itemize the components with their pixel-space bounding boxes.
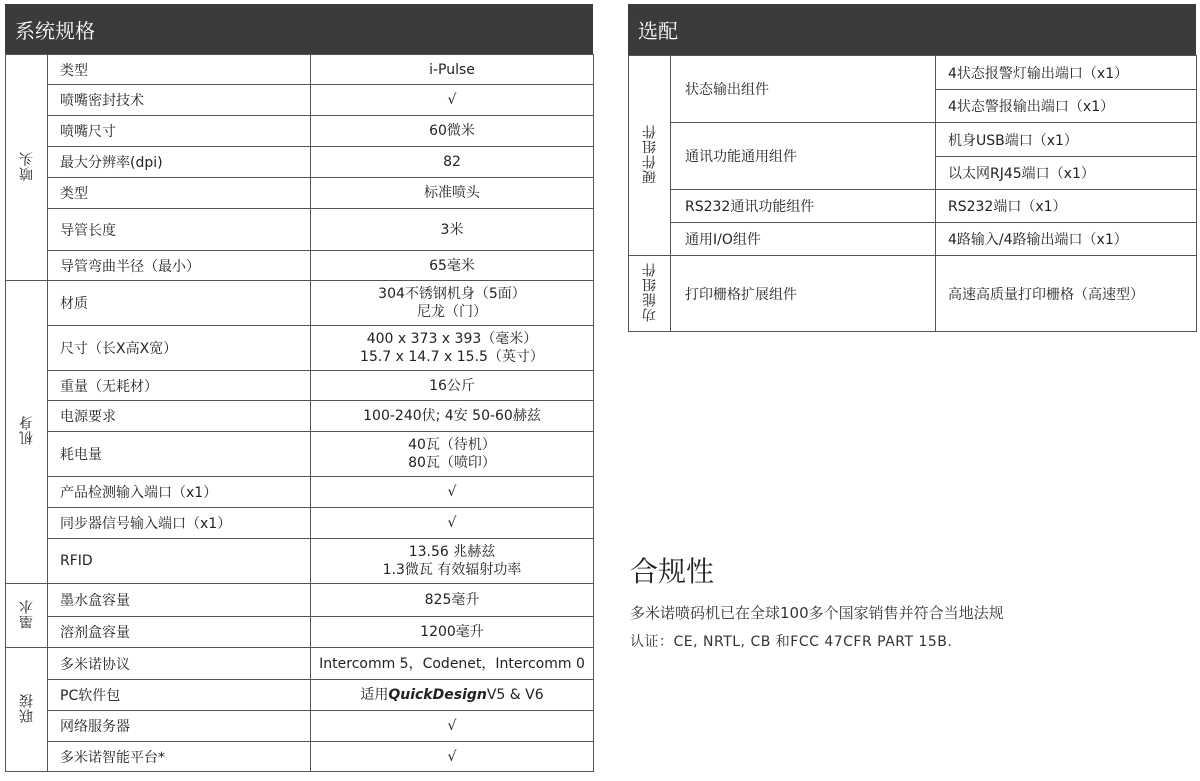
option-value: 4状态警报输出端口（x1） <box>936 90 1197 123</box>
group-nozzle: 喷头 <box>6 55 48 281</box>
compliance-certifications: 认证：CE, NRTL, CB 和FCC 47CFR PART 15B. <box>630 634 953 650</box>
table-row <box>6 584 594 617</box>
row-label: 耗电量 <box>48 432 311 477</box>
row-value: 100-240伏; 4安 50-60赫兹 <box>311 401 594 432</box>
row-label: 喷嘴尺寸 <box>48 116 311 147</box>
check-mark: √ <box>311 85 594 116</box>
row-value: 65毫米 <box>311 251 594 281</box>
group-function: 功能组件 <box>629 256 671 332</box>
row-value: 标准喷头 <box>311 178 594 209</box>
table-row <box>6 680 594 711</box>
compliance-section <box>630 550 1190 651</box>
row-label: 多米诺智能平台* <box>48 742 311 772</box>
table-row <box>6 251 594 281</box>
table-row <box>6 209 594 251</box>
table-row <box>6 178 594 209</box>
option-value: 机身USB端口（x1） <box>936 123 1197 157</box>
table-row <box>629 190 1197 223</box>
row-label: 尺寸（长X高X宽） <box>48 326 311 371</box>
check-mark: √ <box>311 508 594 539</box>
row-label: 类型 <box>48 55 311 85</box>
row-label: 溶剂盒容量 <box>48 617 311 648</box>
row-label: 打印栅格扩展组件 <box>671 256 936 332</box>
table-row <box>6 742 594 772</box>
group-ink: 墨水 <box>6 584 48 648</box>
row-label: 产品检测输入端口（x1） <box>48 477 311 508</box>
row-label: 导管弯曲半径（最小） <box>48 251 311 281</box>
options-table <box>628 55 1197 332</box>
check-mark: √ <box>311 711 594 742</box>
row-label: 状态输出组件 <box>671 56 936 123</box>
row-label: 类型 <box>48 178 311 209</box>
option-value: 4路输入/4路输出端口（x1） <box>936 223 1197 256</box>
spec-table <box>5 54 594 772</box>
option-value: 以太网RJ45端口（x1） <box>936 157 1197 190</box>
row-value: 60微米 <box>311 116 594 147</box>
table-row <box>629 123 1197 157</box>
row-value: 3米 <box>311 209 594 251</box>
table-row <box>6 55 594 85</box>
row-label: 墨水盒容量 <box>48 584 311 617</box>
compliance-title: 合规性 <box>630 555 715 588</box>
row-value: 400 x 373 x 393（毫米） 15.7 x 14.7 x 15.5（英寸） <box>311 326 594 371</box>
options-title: 选配 <box>638 19 678 43</box>
row-label: 材质 <box>48 281 311 326</box>
spec-header <box>5 4 593 54</box>
row-label: 通讯功能通用组件 <box>671 123 936 190</box>
table-row <box>629 256 1197 332</box>
row-value: 825毫升 <box>311 584 594 617</box>
table-row <box>6 539 594 584</box>
table-row <box>6 116 594 147</box>
table-row <box>6 477 594 508</box>
group-body: 机身 <box>6 281 48 584</box>
row-value: 13.56 兆赫兹 1.3微瓦 有效辐射功率 <box>311 539 594 584</box>
table-row <box>6 371 594 401</box>
table-row <box>6 147 594 178</box>
row-value: 16公斤 <box>311 371 594 401</box>
table-row <box>6 281 594 326</box>
row-value: 304不锈钢机身（5面） 尼龙（门） <box>311 281 594 326</box>
row-label: 导管长度 <box>48 209 311 251</box>
row-label: RFID <box>48 539 311 584</box>
row-label: 电源要求 <box>48 401 311 432</box>
row-value: i-Pulse <box>311 55 594 85</box>
group-hardware: 硬件组件 <box>629 56 671 256</box>
table-row <box>629 56 1197 90</box>
option-value: RS232端口（x1） <box>936 190 1197 223</box>
row-label: 最大分辨率(dpi) <box>48 147 311 178</box>
row-label: 网络服务器 <box>48 711 311 742</box>
row-label: RS232通讯功能组件 <box>671 190 936 223</box>
row-label: 喷嘴密封技术 <box>48 85 311 116</box>
row-label: PC软件包 <box>48 680 311 711</box>
table-row <box>6 432 594 477</box>
row-value: 适用QuickDesignV5 & V6 <box>311 680 594 711</box>
table-row <box>6 711 594 742</box>
compliance-statement: 多米诺喷码机已在全球100多个国家销售并符合当地法规 <box>630 604 1004 622</box>
quickdesign-brand: QuickDesign <box>388 687 487 703</box>
option-value: 4状态报警灯输出端口（x1） <box>936 56 1197 90</box>
row-label: 同步器信号输入端口（x1） <box>48 508 311 539</box>
check-mark: √ <box>311 742 594 772</box>
options-header <box>628 4 1196 55</box>
row-label: 通用I/O组件 <box>671 223 936 256</box>
table-row <box>6 617 594 648</box>
table-row <box>6 401 594 432</box>
table-row <box>6 326 594 371</box>
row-label: 重量（无耗材） <box>48 371 311 401</box>
table-row <box>629 223 1197 256</box>
spec-title: 系统规格 <box>15 18 95 43</box>
group-connect: 联接 <box>6 648 48 772</box>
table-row <box>6 508 594 539</box>
table-row <box>6 85 594 116</box>
row-value: 82 <box>311 147 594 178</box>
row-value: 1200毫升 <box>311 617 594 648</box>
option-value: 高速高质量打印栅格（高速型） <box>936 256 1197 332</box>
check-mark: √ <box>311 477 594 508</box>
row-label: 多米诺协议 <box>48 648 311 680</box>
row-value: 40瓦（待机） 80瓦（喷印） <box>311 432 594 477</box>
row-value: Intercomm 5，Codenet，Intercomm 0 <box>311 648 594 680</box>
table-row <box>6 648 594 680</box>
